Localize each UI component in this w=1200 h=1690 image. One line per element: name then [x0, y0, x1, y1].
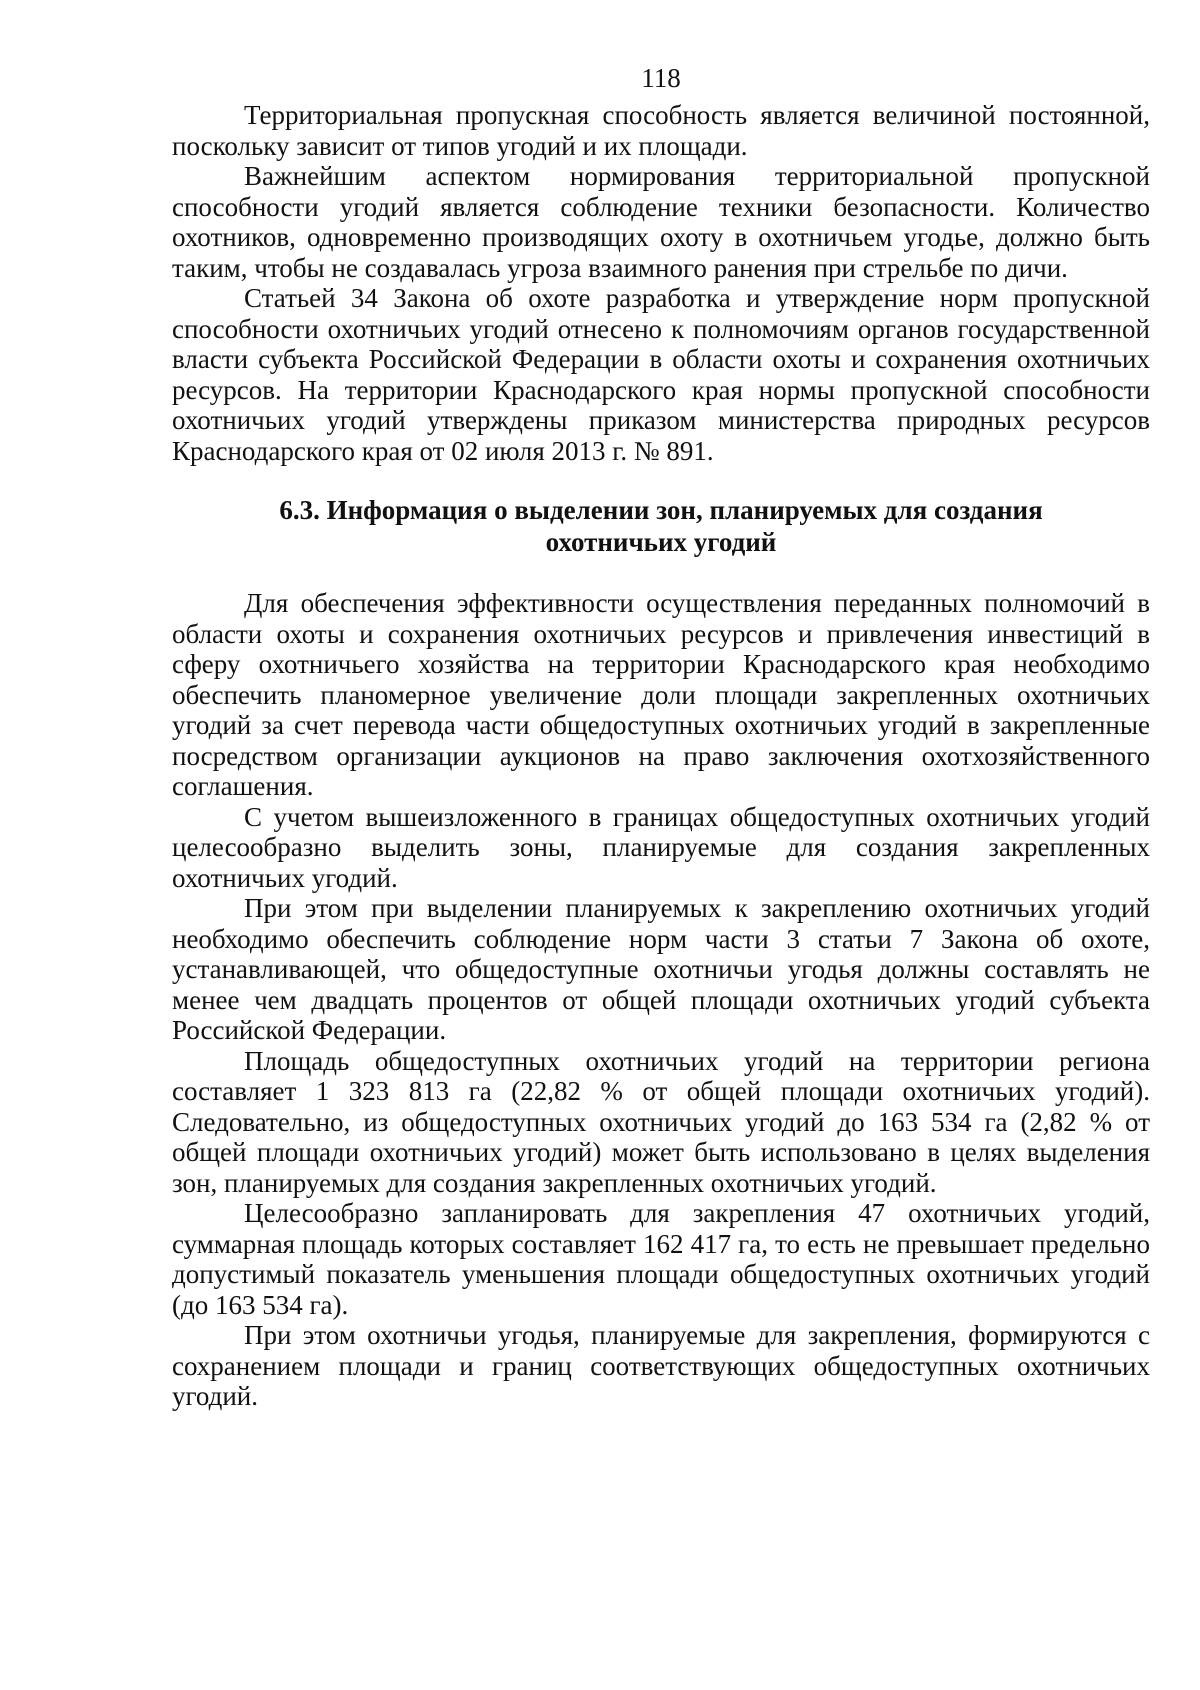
section-heading [172, 494, 1150, 558]
page-number: 118 [641, 63, 681, 93]
document-page [172, 62, 1150, 1412]
paragraph-article-34: Статьей 34 Закона об охоте разработка и утверждение норм пропускной способности охотничьих угодий отнесено к полномочиям органов государственной власти субъекта Российской Федерации в области охоты и сохранения охотничьих ресурсов. На территории Краснодарского края нормы пропускной способности охотничьих угодий утверждены приказом министерства природных ресурсов Краснодарского края от 02 июля 2013 г. № 891. [172, 283, 1150, 466]
paragraph-norms-article-7: При этом при выделении планируемых к закреплению охотничьих угодий необходимо обеспечить соблюдение норм части 3 статьи 7 Закона об охоте, устанавливающей, что общедоступные охотничьи угодья должны составлять не менее чем двадцать процентов от общей площади охотничьих угодий субъекта Российской Федерации. [172, 893, 1150, 1045]
paragraph-planned-47: Целесообразно запланировать для закрепления 47 охотничьих угодий, суммарная площадь которых составляет 162 417 га, то есть не превышает предельно допустимый показатель уменьшения площади общедоступных охотничьих угодий (до 163 534 га). [172, 1198, 1150, 1320]
paragraph-area-figures: Площадь общедоступных охотничьих угодий на территории региона составляет 1 323 813 га (22,82 % от общей площади охотничьих угодий). Следовательно, из общедоступных охотничьих угодий до 163 534 га (2,82 % от общей площади охотничьих угодий) может быть использовано в целях выделения зон, планируемых для создания закрепленных охотничьих угодий. [172, 1045, 1150, 1198]
section-heading-line2: охотничьих угодий [545, 527, 777, 557]
paragraph-boundaries: При этом охотничьи угодья, планируемые для закрепления, формируются с сохранением площади и границ соответствующих общедоступных охотничьих угодий. [172, 1320, 1150, 1411]
paragraph-zones: С учетом вышеизложенного в границах общедоступных охотничьих угодий целесообразно выделить зоны, планируемые для создания закрепленных охотничьих угодий. [172, 801, 1150, 893]
paragraph-capacity-definition: Территориальная пропускная способность является величиной постоянной, поскольку зависит от типов угодий и их площади. [172, 100, 1150, 161]
paragraph-efficiency: Для обеспечения эффективности осуществления переданных полномочий в области охоты и сохранения охотничьих ресурсов и привлечения инвестиций в сферу охотничьего хозяйства на территории Краснодарского края необходимо обеспечить планомерное увеличение доли площади закрепленных охотничьих угодий за счет перевода части общедоступных охотничьих угодий в закрепленные посредством организации аукционов на право заключения охотхозяйственного соглашения. [172, 588, 1150, 801]
section-heading-line1: 6.3. Информация о выделении зон, планируемых для создания [279, 495, 1043, 525]
paragraph-safety-aspect: Важнейшим аспектом нормирования территориальной пропускной способности угодий является соблюдение техники безопасности. Количество охотников, одновременно производящих охоту в охотничьем угодье, должно быть таким, чтобы не создавалась угроза взаимного ранения при стрельбе по дичи. [172, 161, 1150, 283]
